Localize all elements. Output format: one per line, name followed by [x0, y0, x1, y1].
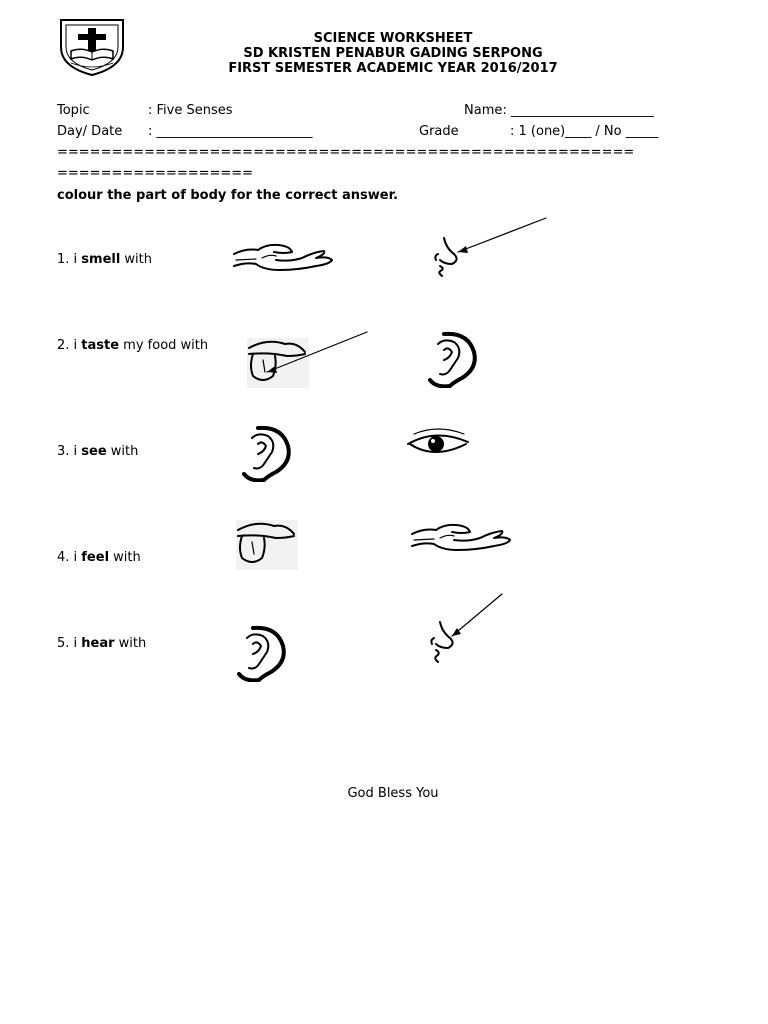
grade-label: Grade [419, 124, 459, 139]
worksheet-title: SCIENCE WORKSHEET [313, 31, 473, 46]
school-name: SD KRISTEN PENABUR GADING SERPONG [243, 46, 543, 61]
question-4: 4. i feel with [57, 550, 141, 565]
question-2: 2. i taste my food with [57, 338, 209, 353]
separator-line: ================== [57, 166, 254, 181]
tongue-icon[interactable] [245, 330, 371, 390]
hand-icon[interactable] [410, 520, 514, 556]
ear-icon[interactable] [233, 624, 289, 682]
nose-icon[interactable] [430, 216, 550, 280]
day-date-label: Day/ Date [57, 124, 123, 139]
hand-icon[interactable] [232, 240, 336, 276]
instruction: colour the part of body for the correct answer. [57, 188, 399, 203]
topic-label: Topic [57, 103, 90, 118]
topic-value: : Five Senses [148, 103, 233, 118]
footer-blessing: God Bless You [347, 786, 439, 801]
grade-field[interactable]: : 1 (one)____ / No _____ [510, 124, 659, 139]
question-5: 5. i hear with [57, 636, 147, 651]
ear-icon[interactable] [238, 424, 294, 482]
eye-icon[interactable] [404, 426, 474, 466]
tongue-icon[interactable] [234, 518, 300, 572]
question-3: 3. i see with [57, 444, 139, 459]
question-1: 1. i smell with [57, 252, 153, 267]
separator-line: ===================================================== [57, 145, 635, 160]
ear-icon[interactable] [424, 330, 480, 388]
day-date-field[interactable]: : ________________________ [148, 124, 313, 139]
nose-icon[interactable] [426, 592, 506, 666]
academic-year: FIRST SEMESTER ACADEMIC YEAR 2016/2017 [228, 61, 558, 76]
name-field[interactable]: Name: ______________________ [464, 103, 654, 118]
